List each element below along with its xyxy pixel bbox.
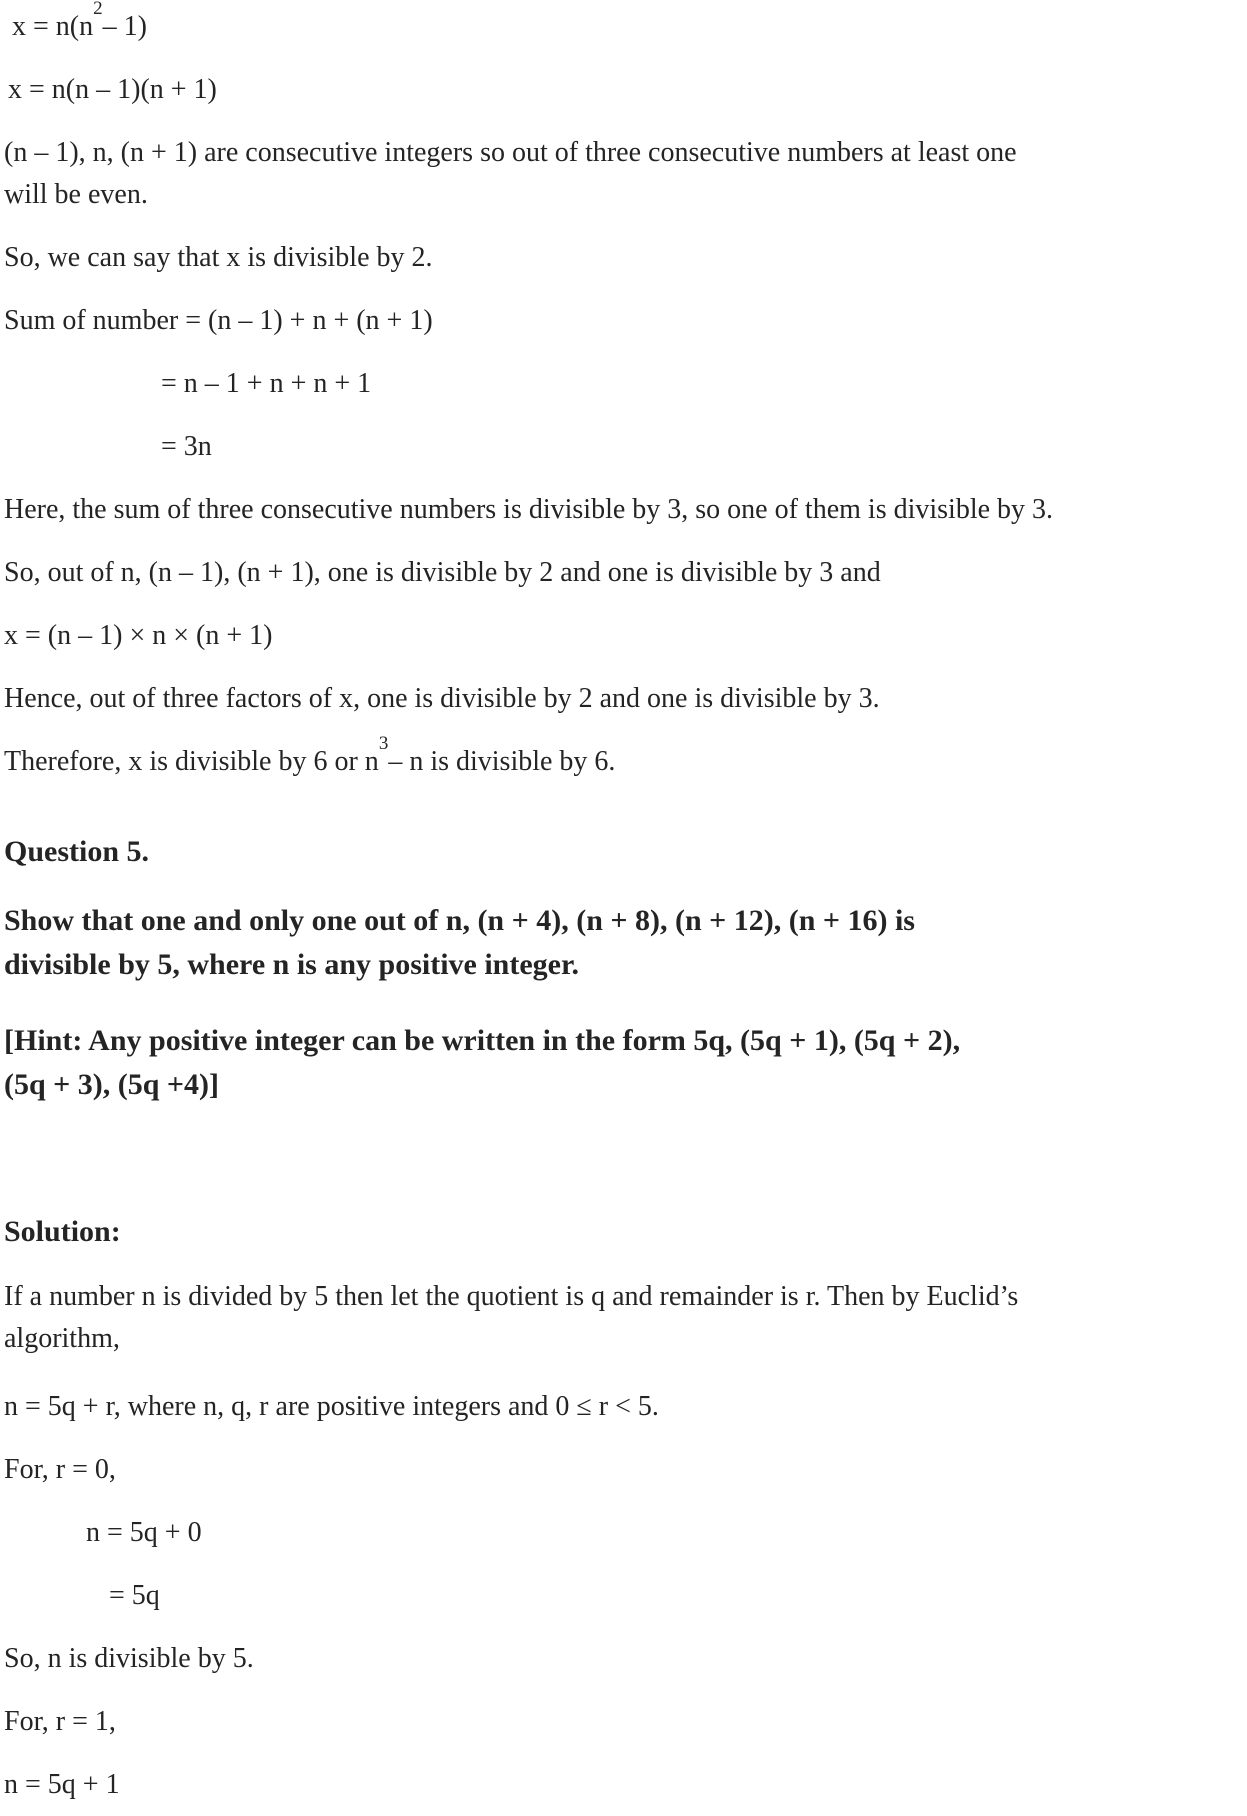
paragraph-consecutive-integers [4, 132, 1243, 216]
equation-text-post: – 1) [102, 11, 147, 42]
equation-x-product: x = (n – 1) × n × (n + 1) [4, 620, 273, 651]
question-statement-line: divisible by 5, where n is any positive integer. [4, 948, 580, 981]
question-hint-line: (5q + 3), (5q +4)] [4, 1068, 220, 1101]
question-hint-line: [Hint: Any positive integer can be written in the form 5q, (5q + 1), (5q + 2), [4, 1024, 961, 1057]
paragraph-text-pre: Therefore, x is divisible by 6 or n [4, 746, 379, 777]
case-r0-label: For, r = 0, [4, 1454, 116, 1485]
equation-text-pre: x = n(n [12, 11, 94, 42]
case-r1-label: For, r = 1, [4, 1706, 116, 1737]
paragraph-divisible-by-2: So, we can say that x is divisible by 2. [4, 242, 433, 273]
equation-x-equals-n-squared-minus-1 [4, 0, 1243, 48]
solution-intro-line: If a number n is divided by 5 then let the quotient is q and remainder is r. Then by Euclid’s [4, 1281, 1019, 1312]
paragraph-text-post: – n is divisible by 6. [388, 746, 616, 777]
question-statement [4, 899, 1243, 987]
paragraph-out-of-n: So, out of n, (n – 1), (n + 1), one is divisible by 2 and one is divisible by 3 and [4, 557, 881, 588]
solution-heading: Solution: [4, 1215, 121, 1248]
paragraph-line: will be even. [4, 179, 148, 210]
equation-sum-result-3n: = 3n [161, 431, 212, 462]
equation-equals-5q: = 5q [109, 1580, 160, 1611]
question-statement-line: Show that one and only one out of n, (n + 4), (n + 8), (n + 12), (n + 16) is [4, 904, 915, 937]
paragraph-line: (n – 1), n, (n + 1) are consecutive integers so out of three consecutive numbers at least one [4, 137, 1017, 168]
question-heading: Question 5. [4, 835, 150, 868]
paragraph-hence-factors: Hence, out of three factors of x, one is divisible by 2 and one is divisible by 3. [4, 683, 880, 714]
equation-sum-expanded: = n – 1 + n + n + 1 [161, 368, 372, 399]
superscript-exponent: 2 [93, 0, 103, 20]
equation-sum-of-numbers: Sum of number = (n – 1) + n + (n + 1) [4, 305, 433, 336]
paragraph-therefore-divisible-by-6 [4, 733, 1243, 783]
solution-intro-paragraph [4, 1276, 1243, 1360]
paragraph-divisible-by-3: Here, the sum of three consecutive numbers is divisible by 3, so one of them is divisible by 3. [4, 494, 1054, 525]
equation-x-factored: x = n(n – 1)(n + 1) [8, 74, 217, 105]
equation-euclid-division: n = 5q + r, where n, q, r are positive integers and 0 ≤ r < 5. [4, 1391, 659, 1422]
question-hint [4, 1019, 1243, 1107]
equation-n-5q-plus-0: n = 5q + 0 [86, 1517, 202, 1548]
solution-intro-line: algorithm, [4, 1323, 120, 1354]
equation-n-5q-plus-1: n = 5q + 1 [4, 1769, 120, 1800]
case-r0-conclusion: So, n is divisible by 5. [4, 1643, 254, 1674]
superscript-exponent: 3 [378, 733, 389, 755]
